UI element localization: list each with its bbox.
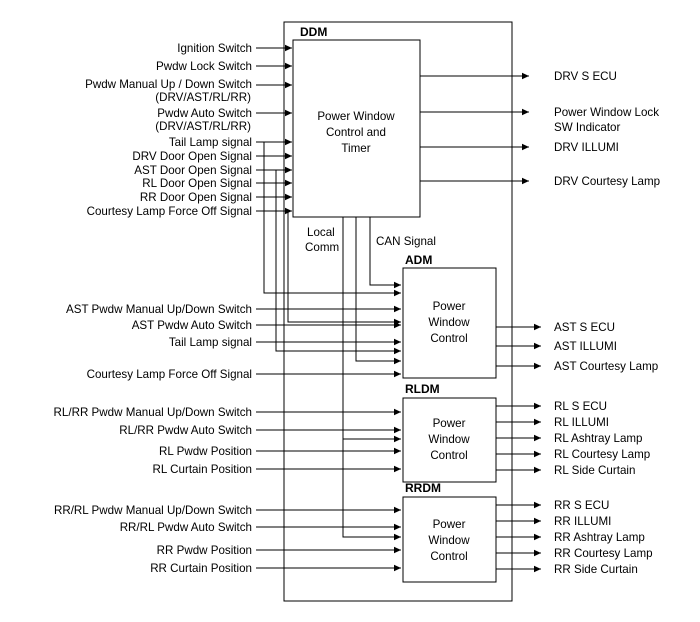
rldm-output-label: RL Ashtray Lamp [554, 432, 643, 445]
adm-input-label: AST Pwdw Auto Switch [131, 319, 252, 332]
rrdm-output-label: RR ILLUMI [554, 515, 612, 528]
can-signal-label: CAN Signal [376, 235, 436, 248]
ddm-block-line1: Power Window [317, 110, 395, 123]
adm-input-label: Courtesy Lamp Force Off Signal [86, 368, 252, 381]
rldm-input-label: RL Pwdw Position [158, 445, 252, 458]
ddm-output-label-sub: SW Indicator [554, 121, 621, 134]
ddm-input-label: Tail Lamp signal [168, 136, 252, 149]
rrdm-input-label: RR/RL Pwdw Manual Up/Down Switch [53, 504, 252, 517]
rrdm-output-label: RR Courtesy Lamp [554, 547, 653, 560]
rldm-output-label: RL Side Curtain [554, 464, 636, 477]
rrdm-output-label: RR S ECU [554, 499, 610, 512]
ddm-input-label: RL Door Open Signal [142, 177, 252, 190]
ddm-input-label: Courtesy Lamp Force Off Signal [86, 205, 252, 218]
rldm-input-label: RL Curtain Position [152, 463, 252, 476]
ddm-input-label-sub: (DRV/AST/RL/RR) [155, 91, 251, 104]
rrdm-input-label: RR Curtain Position [150, 562, 252, 575]
rldm-output-label: RL ILLUMI [554, 416, 609, 429]
rrdm-block-line3: Control [430, 550, 468, 563]
ddm-title: DDM [300, 25, 328, 39]
ddm-input-label: Ignition Switch [177, 42, 252, 55]
ddm-input-label: RR Door Open Signal [139, 191, 252, 204]
ddm-output-label: Power Window Lock [554, 106, 660, 119]
ddm-block-line3: Timer [341, 142, 371, 155]
rrdm-title: RRDM [405, 481, 441, 495]
adm-output-label: AST ILLUMI [554, 340, 617, 353]
adm-title: ADM [405, 253, 433, 267]
ddm-input-label: Pwdw Manual Up / Down Switch [85, 78, 252, 91]
rldm-input-label: RL/RR Pwdw Manual Up/Down Switch [53, 406, 252, 419]
ddm-input-label-sub: (DRV/AST/RL/RR) [155, 120, 251, 133]
adm-block-line3: Control [430, 332, 468, 345]
ddm-output-label: DRV S ECU [554, 70, 617, 83]
ddm-input-label: Pwdw Lock Switch [155, 60, 252, 73]
rldm-title: RLDM [405, 382, 440, 396]
adm-input-label: AST Pwdw Manual Up/Down Switch [65, 303, 252, 316]
rldm-input-label: RL/RR Pwdw Auto Switch [119, 424, 252, 437]
ddm-input-label: Pwdw Auto Switch [157, 107, 252, 120]
ddm-output-label: DRV Courtesy Lamp [554, 175, 661, 188]
ddm-input-label: AST Door Open Signal [134, 164, 252, 177]
adm-block-line2: Window [428, 316, 470, 329]
adm-output-label: AST Courtesy Lamp [554, 360, 659, 373]
rrdm-input-label: RR/RL Pwdw Auto Switch [119, 521, 252, 534]
adm-input-label: Tail Lamp signal [168, 336, 252, 349]
ddm-block-line2: Control and [326, 126, 386, 139]
rldm-block-line1: Power [432, 417, 466, 430]
rldm-block-line2: Window [428, 433, 470, 446]
adm-block-line1: Power [432, 300, 466, 313]
rldm-output-label: RL Courtesy Lamp [554, 448, 651, 461]
rrdm-output-label: RR Side Curtain [554, 563, 638, 576]
local-comm-label-line1: Local [307, 226, 335, 239]
local-comm-label-line2: Comm [305, 241, 340, 254]
rrdm-input-label: RR Pwdw Position [156, 544, 252, 557]
rldm-output-label: RL S ECU [554, 400, 608, 413]
adm-output-label: AST S ECU [554, 321, 615, 334]
rrdm-output-label: RR Ashtray Lamp [554, 531, 645, 544]
rrdm-block-line2: Window [428, 534, 470, 547]
ddm-output-label: DRV ILLUMI [554, 141, 619, 154]
ddm-input-label: DRV Door Open Signal [132, 150, 252, 163]
rldm-block-line3: Control [430, 449, 468, 462]
rrdm-block-line1: Power [432, 518, 466, 531]
